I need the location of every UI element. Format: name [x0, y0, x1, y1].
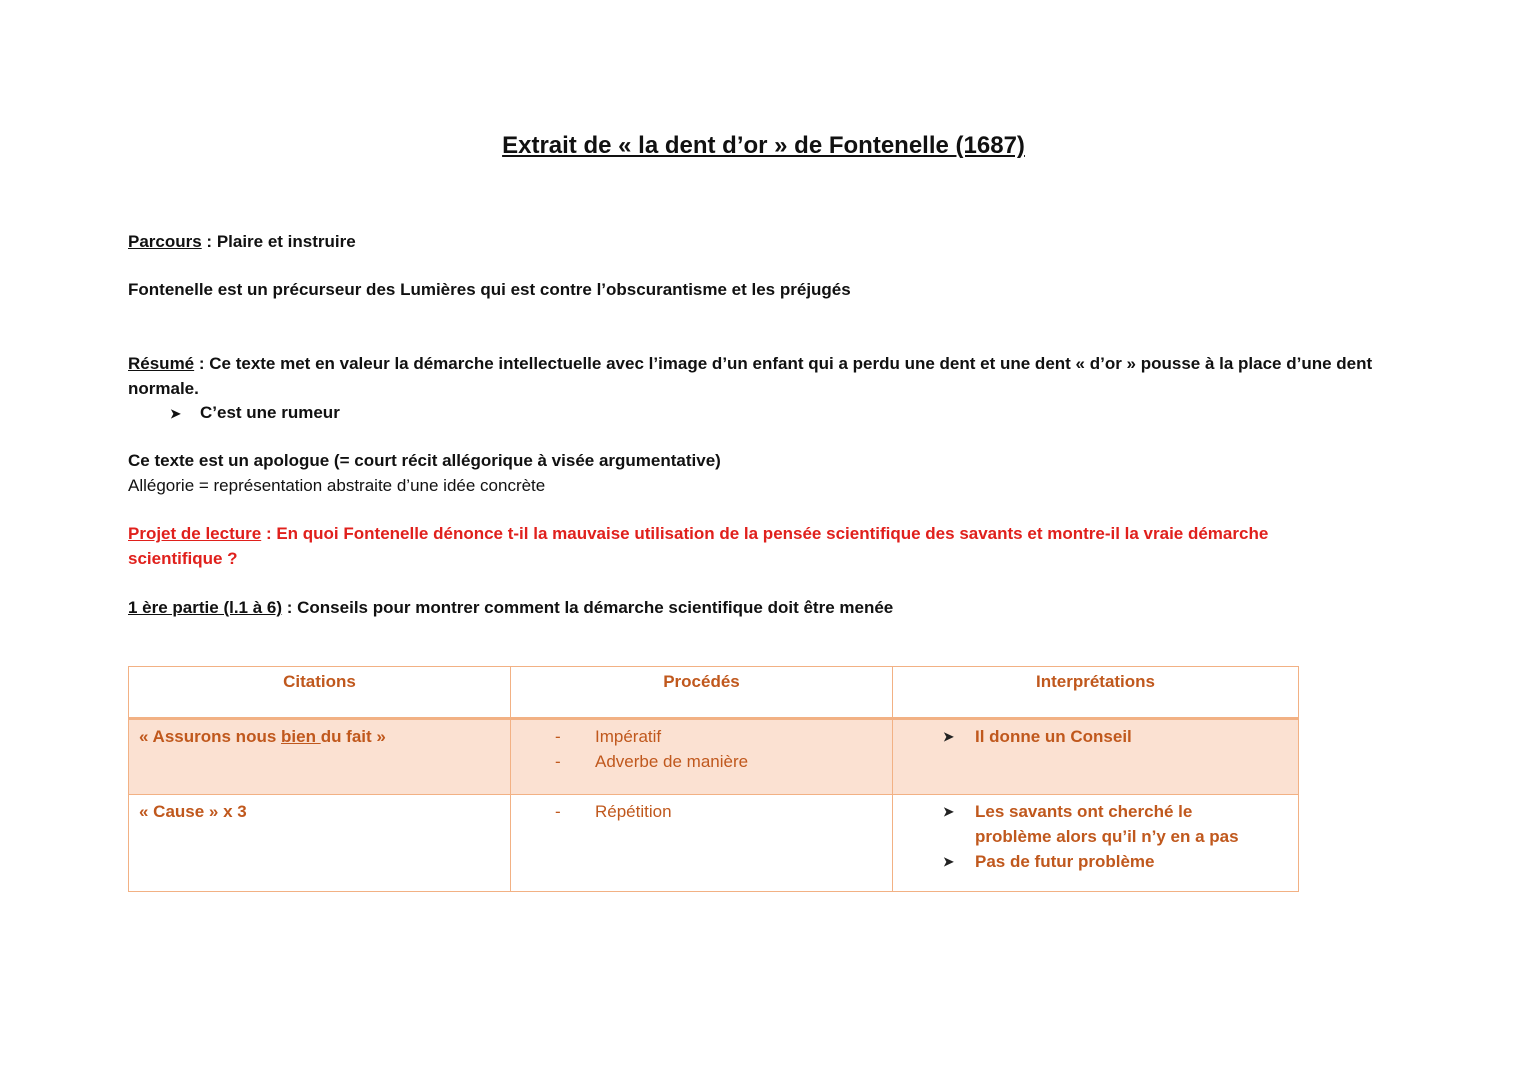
resume-text: Ce texte met en valeur la démarche intellectuelle avec l’image d’un enfant qui a perdu une dent et une dent « d’or » pousse à la place d’une dent normale.: [128, 354, 1373, 398]
table-header-row: [129, 667, 1299, 719]
table-row: [129, 795, 1299, 892]
parcours-text: Plaire et instruire: [216, 232, 356, 251]
resume-bullet: ➤ C’est une rumeur: [128, 400, 1420, 426]
arrowhead-bullet-icon: ➤: [943, 729, 954, 744]
list-item: ➤ Il donne un Conseil: [903, 724, 1288, 749]
interpretations-cell: [893, 795, 1299, 892]
arrowhead-bullet-icon: ➤: [170, 406, 181, 421]
arrowhead-bullet-icon: ➤: [943, 854, 954, 869]
header-procedes: Procédés: [511, 667, 893, 719]
resume-paragraph: Résumé : Ce texte met en valeur la démarche intellectuelle avec l’image d’un enfant qui a perdu une dent et une dent « d’or » pousse à la place d’une dent normale.: [128, 354, 1373, 398]
interpretations-cell: [893, 719, 1299, 795]
arrowhead-bullet-icon: ➤: [943, 804, 954, 819]
procedes-cell: [511, 795, 893, 892]
partie-line: 1 ère partie (l.1 à 6) : Conseils pour montrer comment la démarche scientifique doit être menée: [128, 598, 894, 617]
partie-label: 1 ère partie (l.1 à 6): [128, 598, 283, 617]
table-row: [129, 719, 1299, 795]
header-citations: Citations: [129, 667, 511, 719]
projet-text: En quoi Fontenelle dénonce t-il la mauvaise utilisation de la pensée scientifique des savants et montre-il la vraie démarche scientifique ?: [128, 524, 1269, 568]
allegorie-line: Allégorie = représentation abstraite d’une idée concrète: [128, 476, 546, 495]
header-interpretations: Interprétations: [893, 667, 1299, 719]
partie-text: Conseils pour montrer comment la démarche scientifique doit être menée: [297, 598, 894, 617]
list-item: - Impératif: [555, 727, 662, 746]
projet-label: Projet de lecture: [128, 524, 262, 543]
list-item: ➤ Pas de futur problème: [903, 849, 1288, 874]
projet-paragraph: Projet de lecture : En quoi Fontenelle dénonce t-il la mauvaise utilisation de la pensée scientifique des savants et montre-il la vraie démarche scientifique ?: [128, 524, 1269, 568]
procedes-cell: [511, 719, 893, 795]
parcours-label: Parcours: [128, 232, 202, 251]
document-title: Extrait de « la dent d’or » de Fontenelle (1687): [502, 132, 1025, 159]
analysis-table: [128, 666, 1299, 892]
apologue-line: Ce texte est un apologue (= court récit allégorique à visée argumentative): [128, 451, 721, 470]
list-item: - Adverbe de manière: [555, 752, 749, 771]
list-item: ➤ Les savants ont cherché le problème alors qu’il n’y en a pas: [903, 799, 1288, 849]
citation-cell: « Cause » x 3: [129, 795, 511, 892]
list-item: - Répétition: [555, 802, 672, 821]
citation-cell: « Assurons nous bien du fait »: [129, 719, 511, 795]
resume-label: Résumé: [128, 354, 195, 373]
intro-line: Fontenelle est un précurseur des Lumières qui est contre l’obscurantisme et les préjugés: [128, 280, 851, 299]
parcours-line: Parcours : Plaire et instruire: [128, 232, 356, 251]
